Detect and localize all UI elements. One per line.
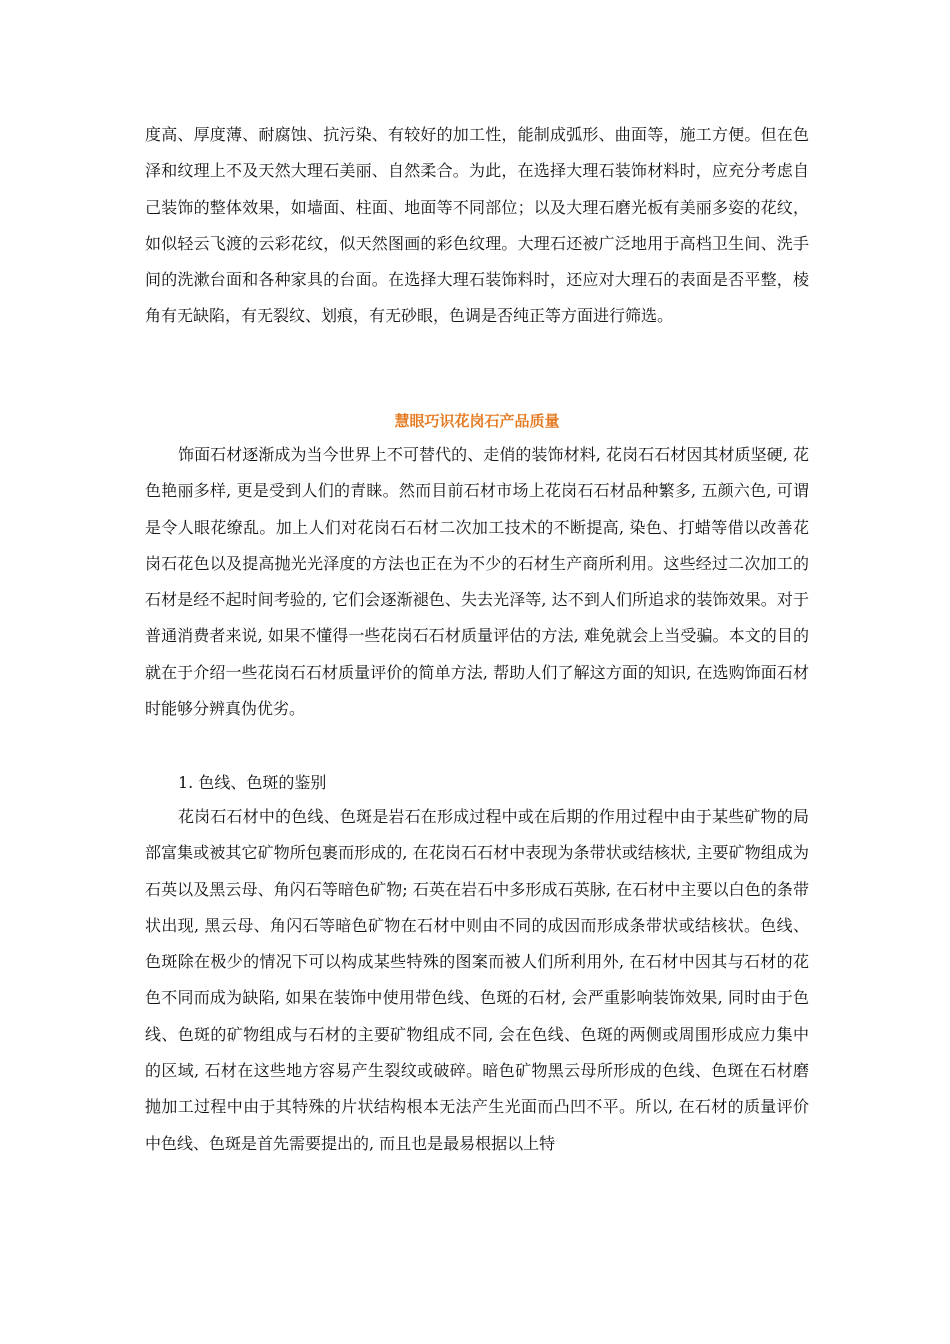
paragraph-marble-selection: 度高、厚度薄、耐腐蚀、抗污染、有较好的加工性，能制成弧形、曲面等，施工方便。但在色泽和纹理上不及天然大理石美丽、自然柔合。为此，在选择大理石装饰材料时，应充分考虑自己装饰的整体效果，如墙面、柱面、地面等不同部位；以及大理石磨光板有美丽多姿的花纹，如似轻云飞渡的云彩花纹，似天然图画的彩色纹理。大理石还被广泛地用于高档卫生间、洗手间的洗漱台面和各种家具的台面。在选择大理石装饰料时，还应对大理石的表面是否平整，棱角有无缺陷，有无裂纹、划痕，有无砂眼，色调是否纯正等方面进行筛选。 <box>145 125 809 326</box>
section-title: 慧眼巧识花岗石产品质量 <box>394 412 560 430</box>
subheading-color-lines: 1. 色线、色斑的鉴别 <box>178 773 327 792</box>
paragraph-granite-intro: 饰面石材逐渐成为当今世界上不可替代的、走俏的装饰材料, 花岗石石材因其材质坚硬, 花色艳丽多样, 更是受到人们的青睐。然而目前石材市场上花岗石石材品种繁多, 五颜六色, 可谓是令人眼花缭乱。加上人们对花岗石石材二次加工技术的不断提高, 染色、打蜡等借以改善花岗石花色以及提高抛光光泽度的方法也正在为不少的石材生产商所利用。这些经过二次加工的石材是经不起时间考验的, 它们会逐渐褪色、失去光泽等, 达不到人们所追求的装饰效果。对于普通消费者来说, 如果不懂得一些花岗石石材质量评估的方法, 难免就会上当受骗。本文的目的就在于介绍一些花岗石石材质量评价的简单方法, 帮助人们了解这方面的知识, 在选购饰面石材时能够分辨真伪优劣。 <box>145 445 809 719</box>
paragraph-color-lines: 花岗石石材中的色线、色斑是岩石在形成过程中或在后期的作用过程中由于某些矿物的局部富集或被其它矿物所包裹而形成的, 在花岗石石材中表现为条带状或结核状, 主要矿物组成为石英以及黑云母、角闪石等暗色矿物; 石英在岩石中多形成石英脉, 在石材中主要以白色的条带状出现, 黑云母、角闪石等暗色矿物在石材中则由不同的成因而形成条带状或结核状。色线、色斑除在极少的情况下可以构成某些特殊的图案而被人们所利用外, 在石材中因其与石材的花色不同而成为缺陷, 如果在装饰中使用带色线、色斑的石材, 会严重影响装饰效果, 同时由于色线、色斑的矿物组成与石材的主要矿物组成不同, 会在色线、色斑的两侧或周围形成应力集中的区域, 石材在这些地方容易产生裂纹或破碎。暗色矿物黑云母所形成的色线、色斑在石材磨抛加工过程中由于其特殊的片状结构根本无法产生光面而凸凹不平。所以, 在石材的质量评价中色线、色斑是首先需要提出的, 而且也是最易根据以上特 <box>145 807 809 1153</box>
